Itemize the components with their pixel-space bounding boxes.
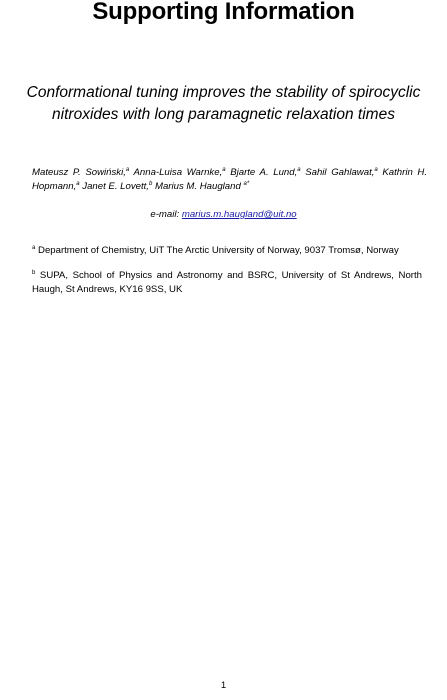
author <box>32 167 129 178</box>
author-name: Janet E. Lovett, <box>82 181 149 192</box>
author-list <box>32 166 427 194</box>
page-title: Supporting Information <box>92 0 355 25</box>
email-label: e-mail: <box>150 209 180 220</box>
affiliation-text: Department of Chemistry, UiT The Arctic University of Norway, 9037 Tromsø, Norway <box>38 245 399 256</box>
affiliation-marker: a <box>76 180 80 187</box>
author-name: Anna-Luisa Warnke, <box>133 167 223 178</box>
author-name: Sahil Gahlawat, <box>305 167 375 178</box>
author <box>82 181 152 192</box>
author <box>305 167 378 178</box>
author <box>155 181 249 192</box>
author-name: Marius M. Haugland <box>154 181 241 192</box>
affiliation-marker: a <box>374 166 378 173</box>
author <box>134 167 226 178</box>
page-number: 1 <box>220 680 227 691</box>
email-link[interactable]: marius.m.haugland@uit.no <box>181 209 297 220</box>
author-name: Kathrin H. Hopmann, <box>32 167 428 192</box>
affiliation-marker: b <box>32 269 36 276</box>
paper-title: Conformational tuning improves the stability of spirocyclic nitroxides with long paramagnetic relaxation times <box>26 84 421 123</box>
affiliation-text: SUPA, School of Physics and Astronomy and BSRC, University of St Andrews, North Haugh, St Andrews, KY16 9SS, UK <box>32 270 422 295</box>
affiliation-marker: a* <box>243 180 250 187</box>
affiliation-marker: b <box>148 180 153 187</box>
affiliation-marker: a <box>297 166 301 173</box>
author-name: Mateusz P. Sowiński, <box>32 167 126 178</box>
affiliation-a <box>32 244 422 258</box>
author-name: Bjarte A. Lund, <box>230 167 298 178</box>
author <box>230 167 300 178</box>
affiliation-marker: a <box>222 166 226 173</box>
affiliation-marker: a <box>125 166 130 173</box>
affiliation-b <box>32 269 422 297</box>
affiliation-marker: a <box>32 244 36 251</box>
contact-email-line <box>0 208 447 222</box>
